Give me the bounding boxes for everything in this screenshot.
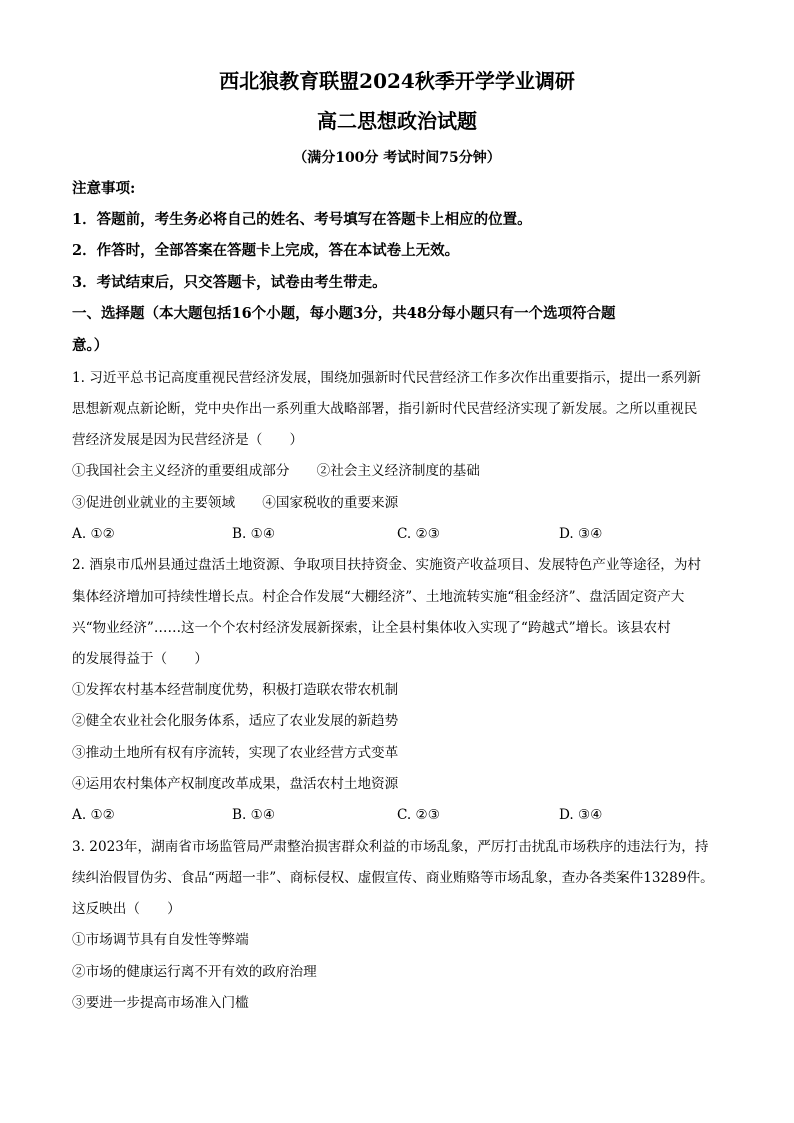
question-2-option-c[interactable]: C. ②③ (397, 807, 440, 823)
question-3-statement: ②市场的健康运行离不开有效的政府治理 (72, 964, 317, 980)
exam-title: 西北狼教育联盟2024秋季开学学业调研 (219, 69, 575, 93)
question-2-statement: ②健全农业社会化服务体系，适应了农业发展的新趋势 (72, 713, 399, 729)
question-2-option-a[interactable]: A. ①② (72, 807, 115, 823)
question-2-statement: ①发挥农村基本经营制度优势，积极打造联农带农机制 (72, 682, 399, 698)
question-2-stem: 的发展得益于（ ） (72, 651, 208, 667)
question-3-statement: ③要进一步提高市场准入门槛 (72, 995, 249, 1011)
question-2-stem: 兴“物业经济”……这一个个农村经济发展新探索，让全县村集体收入实现了“跨越式”增长。该县农村 (72, 620, 671, 636)
question-1-statement: ③促进创业就业的主要领域 ④国家税收的重要来源 (72, 495, 399, 511)
question-3-stem: 续纠治假冒伪劣、食品“两超一非”、商标侵权、虚假宣传、商业贿赂等市场乱象，查办各类案件13289件。 (72, 870, 714, 886)
note-item: 2．作答时，全部答案在答题卡上完成，答在本试卷上无效。 (72, 242, 460, 259)
question-2-statement: ④运用农村集体产权制度改革成果，盘活农村土地资源 (72, 776, 399, 792)
section-heading: 意。） (72, 337, 109, 354)
question-3-stem: 这反映出（ ） (72, 901, 181, 917)
question-1-stem: 1. 习近平总书记高度重视民营经济发展，围绕加强新时代民营经济工作多次作出重要指示，提出一系列新 (72, 370, 702, 386)
exam-info: （满分100分 考试时间75分钟） (293, 150, 501, 166)
question-1-statement: ①我国社会主义经济的重要组成部分 ②社会主义经济制度的基础 (72, 463, 480, 479)
question-1-stem: 思想新观点新论断，党中央作出一系列重大战略部署，指引新时代民营经济实现了新发展。之所以重视民 (72, 401, 698, 417)
question-1-option-a[interactable]: A. ①② (72, 526, 115, 542)
question-2-option-b[interactable]: B. ①④ (232, 807, 276, 823)
notes-heading: 注意事项: (72, 180, 136, 197)
question-2-stem: 2. 酒泉市瓜州县通过盘活土地资源、争取项目扶持资金、实施资产收益项目、发展特色产业等途径，为村 (72, 557, 702, 573)
note-item: 3．考试结束后，只交答题卡，试卷由考生带走。 (72, 274, 387, 291)
question-1-option-c[interactable]: C. ②③ (397, 526, 440, 542)
exam-subtitle: 高二思想政治试题 (317, 109, 477, 133)
question-2-option-d[interactable]: D. ③④ (559, 807, 603, 823)
question-1-option-b[interactable]: B. ①④ (232, 526, 276, 542)
question-1-option-d[interactable]: D. ③④ (559, 526, 603, 542)
question-2-stem: 集体经济增加可持续性增长点。村企合作发展“大棚经济”、土地流转实施“租金经济”、盘活固定资产大 (72, 589, 685, 605)
question-1-stem: 营经济发展是因为民营经济是（ ） (72, 432, 304, 448)
note-item: 1．答题前，考生务必将自己的姓名、考号填写在答题卡上相应的位置。 (72, 211, 532, 228)
section-heading: 一、选择题（本大题包括16个小题，每小题3分，共48分每小题只有一个选项符合题 (72, 305, 616, 322)
question-3-stem: 3. 2023年，湖南省市场监管局严肃整治损害群众利益的市场乱象，严厉打击扰乱市场秩序的违法行为，持 (72, 839, 709, 855)
question-3-statement: ①市场调节具有自发性等弊端 (72, 932, 249, 948)
question-2-statement: ③推动土地所有权有序流转，实现了农业经营方式变革 (72, 745, 399, 761)
